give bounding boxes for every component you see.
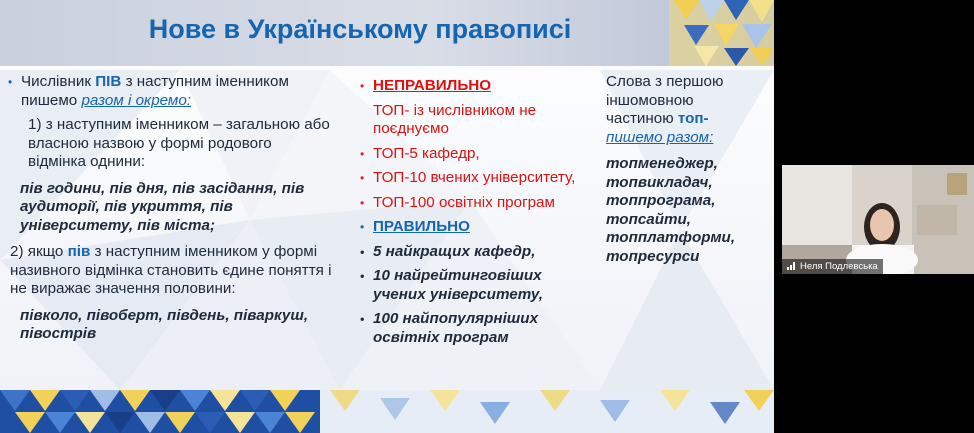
participant-video-frame xyxy=(782,165,974,274)
keyword-piv: пів xyxy=(67,243,91,260)
bullet-dot-icon: • xyxy=(360,312,365,326)
bullet-dot-icon: • xyxy=(360,146,365,161)
bullet-piv-intro xyxy=(8,73,333,110)
right-item-text: 5 найкращих кафедр, xyxy=(373,242,536,260)
text-segment: з наступним іменником пишемо xyxy=(21,73,289,109)
emphasis-write-together: пишемо разом: xyxy=(606,128,714,146)
right-item xyxy=(360,243,585,262)
keyword-piv: ПІВ xyxy=(95,73,122,90)
compound-word: топсайти, xyxy=(606,210,692,228)
right-item-text: 100 найпопулярніших освітніх програм xyxy=(373,310,539,346)
wrong-item xyxy=(360,145,585,164)
wrong-item xyxy=(360,194,585,213)
wrong-item-text: ТОП-5 кафедр, xyxy=(373,144,480,162)
wrong-note xyxy=(360,102,585,139)
bullet-dot-icon: • xyxy=(360,269,365,283)
bullet-dot-icon: • xyxy=(8,75,13,89)
compound-word: топменеджер, xyxy=(606,155,718,172)
participant-video-tile[interactable] xyxy=(782,165,974,274)
compound-word-list xyxy=(600,155,765,266)
right-item xyxy=(360,267,585,304)
bullet-dot-icon: • xyxy=(360,220,365,234)
examples-1-text: пів години, пів дня, пів засідання, пів аудиторії, пів укриття, пів університету, пів міста; xyxy=(20,179,305,234)
examples-2 xyxy=(8,307,333,344)
text-segment: Числівник xyxy=(21,73,96,90)
text-segment: Слова з першою іншомовною частиною xyxy=(606,73,724,127)
keyword-top: топ- xyxy=(677,110,709,127)
participant-name-label xyxy=(782,259,883,274)
column-top-rules xyxy=(360,77,585,347)
text-segment: 2) якщо xyxy=(10,243,68,260)
rule-1-text xyxy=(8,116,333,172)
examples-1 xyxy=(8,180,333,236)
bullet-dot-icon: • xyxy=(360,171,365,185)
column-piv-rules xyxy=(8,73,333,344)
signal-bars-icon xyxy=(787,262,797,270)
participant-name: Неля Подлевська xyxy=(800,261,878,272)
bottom-pattern-decoration xyxy=(0,390,774,433)
compounds-intro xyxy=(600,73,765,147)
text-segment: з наступним іменником у формі називного відмінка становить єдине поняття і не виражає значення половини: xyxy=(10,243,332,297)
right-heading: ПРАВИЛЬНО xyxy=(373,218,470,235)
wrong-heading: НЕПРАВИЛЬНО xyxy=(373,77,492,94)
compound-word: топплатформи, xyxy=(606,229,736,246)
emphasis-together-separately: разом і окремо: xyxy=(81,91,191,109)
wrong-heading-row xyxy=(360,77,585,96)
bullet-dot-icon: • xyxy=(360,195,365,210)
column-top-compounds xyxy=(600,73,765,266)
right-item xyxy=(360,310,585,347)
right-item-text: 10 найрейтинговіших учених університету, xyxy=(373,267,543,303)
right-heading-row xyxy=(360,218,585,237)
wrong-item-text: ТОП-100 освітніх програм xyxy=(373,193,555,211)
compound-word: топвикладач, xyxy=(606,173,713,191)
bullet-dot-icon: • xyxy=(360,79,365,93)
bullet-dot-icon: • xyxy=(360,244,365,259)
wrong-item-text: ТОП-10 вчених університету, xyxy=(373,169,576,186)
wrong-note-text: ТОП- із числівником не поєднуємо xyxy=(373,101,537,137)
rule-1-label: 1) з наступним іменником – загальною або власною назвою у формі родового відмінка однини: xyxy=(28,116,330,170)
examples-2-text: півколо, півоберт, південь, піваркуш, півострів xyxy=(20,306,309,342)
slide-title: Нове в Українському правописі xyxy=(148,14,572,44)
compound-word: топресурси xyxy=(606,247,700,265)
compound-word: топпрограма, xyxy=(606,192,716,209)
rule-2-text xyxy=(8,243,333,299)
wrong-item xyxy=(360,169,585,188)
